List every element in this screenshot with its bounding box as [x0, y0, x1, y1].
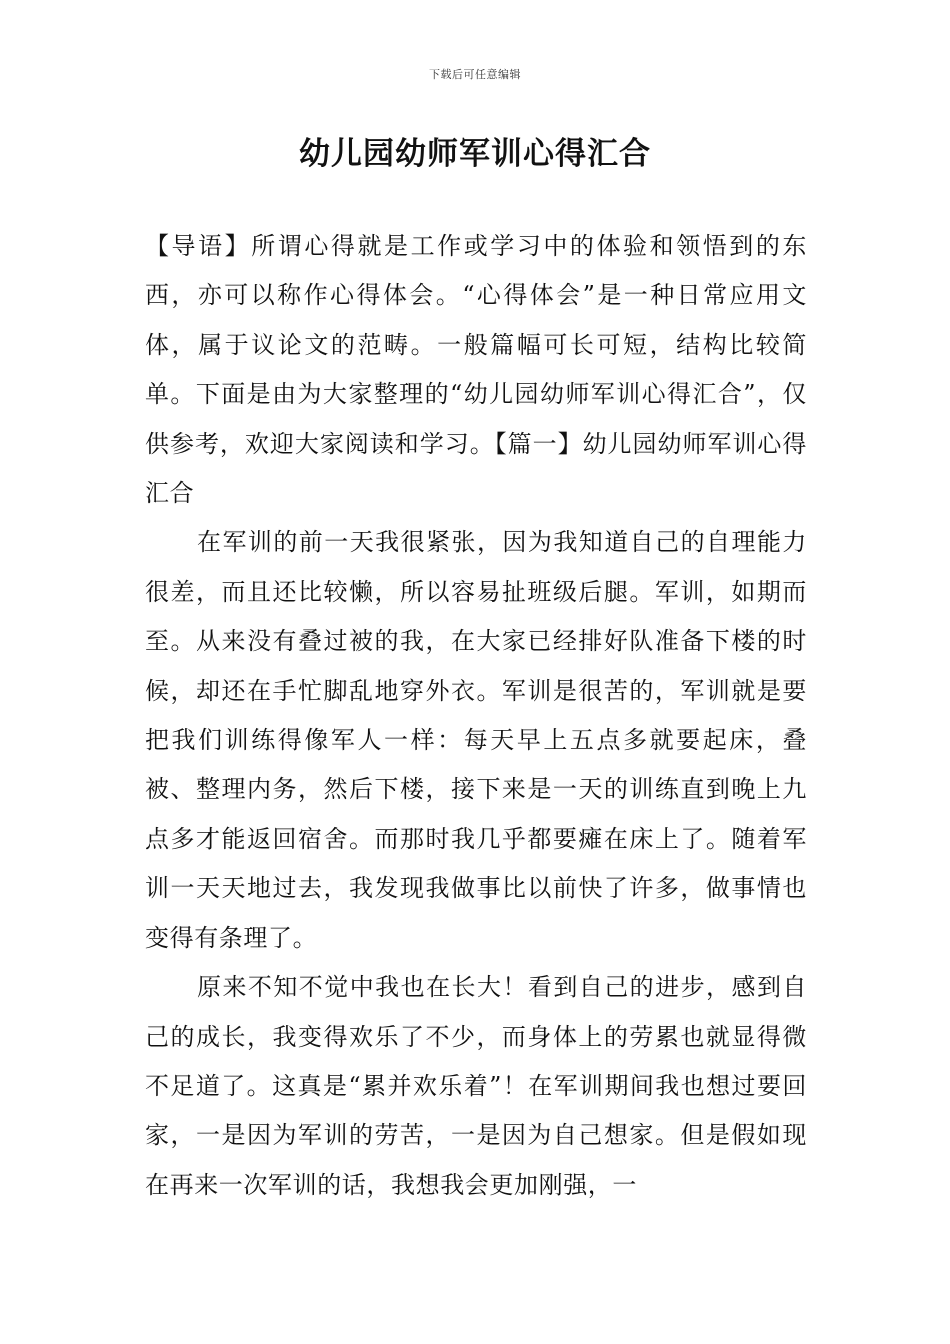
paragraph-3: 原来不知不觉中我也在长大！看到自己的进步，感到自己的成长，我变得欢乐了不少，而身体上的劳累也就显得微不足道了。这真是“累并欢乐着”！在军训期间我也想过要回家，一是因为军训的劳苦，一是因为自己想家。但是假如现在再来一次军训的话，我想我会更加刚强，一 — [145, 973, 807, 1199]
paragraph-intro: 【导语】所谓心得就是工作或学习中的体验和领悟到的东西，亦可以称作心得体会。“心得体会”是一种日常应用文体，属于议论文的范畴。一般篇幅可长可短，结构比较简单。下面是由为大家整理的“幼儿园幼师军训心得汇合”，仅供参考，欢迎大家阅读和学习。【篇一】幼儿园幼师军训心得汇合 — [145, 232, 807, 508]
header-note: 下载后可任意编辑 — [429, 68, 521, 81]
paragraph-2: 在军训的前一天我很紧张，因为我知道自己的自理能力很差，而且还比较懒，所以容易扯班级后腿。军训，如期而至。从来没有叠过被的我，在大家已经排好队准备下楼的时候，却还在手忙脚乱地穿外衣。军训是很苦的，军训就是要把我们训练得像军人一样：每天早上五点多就要起床，叠被、整理内务，然后下楼，接下来是一天的训练直到晚上九点多才能返回宿舍。而那时我几乎都要瘫在床上了。随着军训一天天地过去，我发现我做事比以前快了许多，做事情也变得有条理了。 — [145, 528, 807, 952]
document-title: 幼儿园幼师军训心得汇合 — [299, 136, 651, 172]
document-body — [145, 222, 807, 1210]
